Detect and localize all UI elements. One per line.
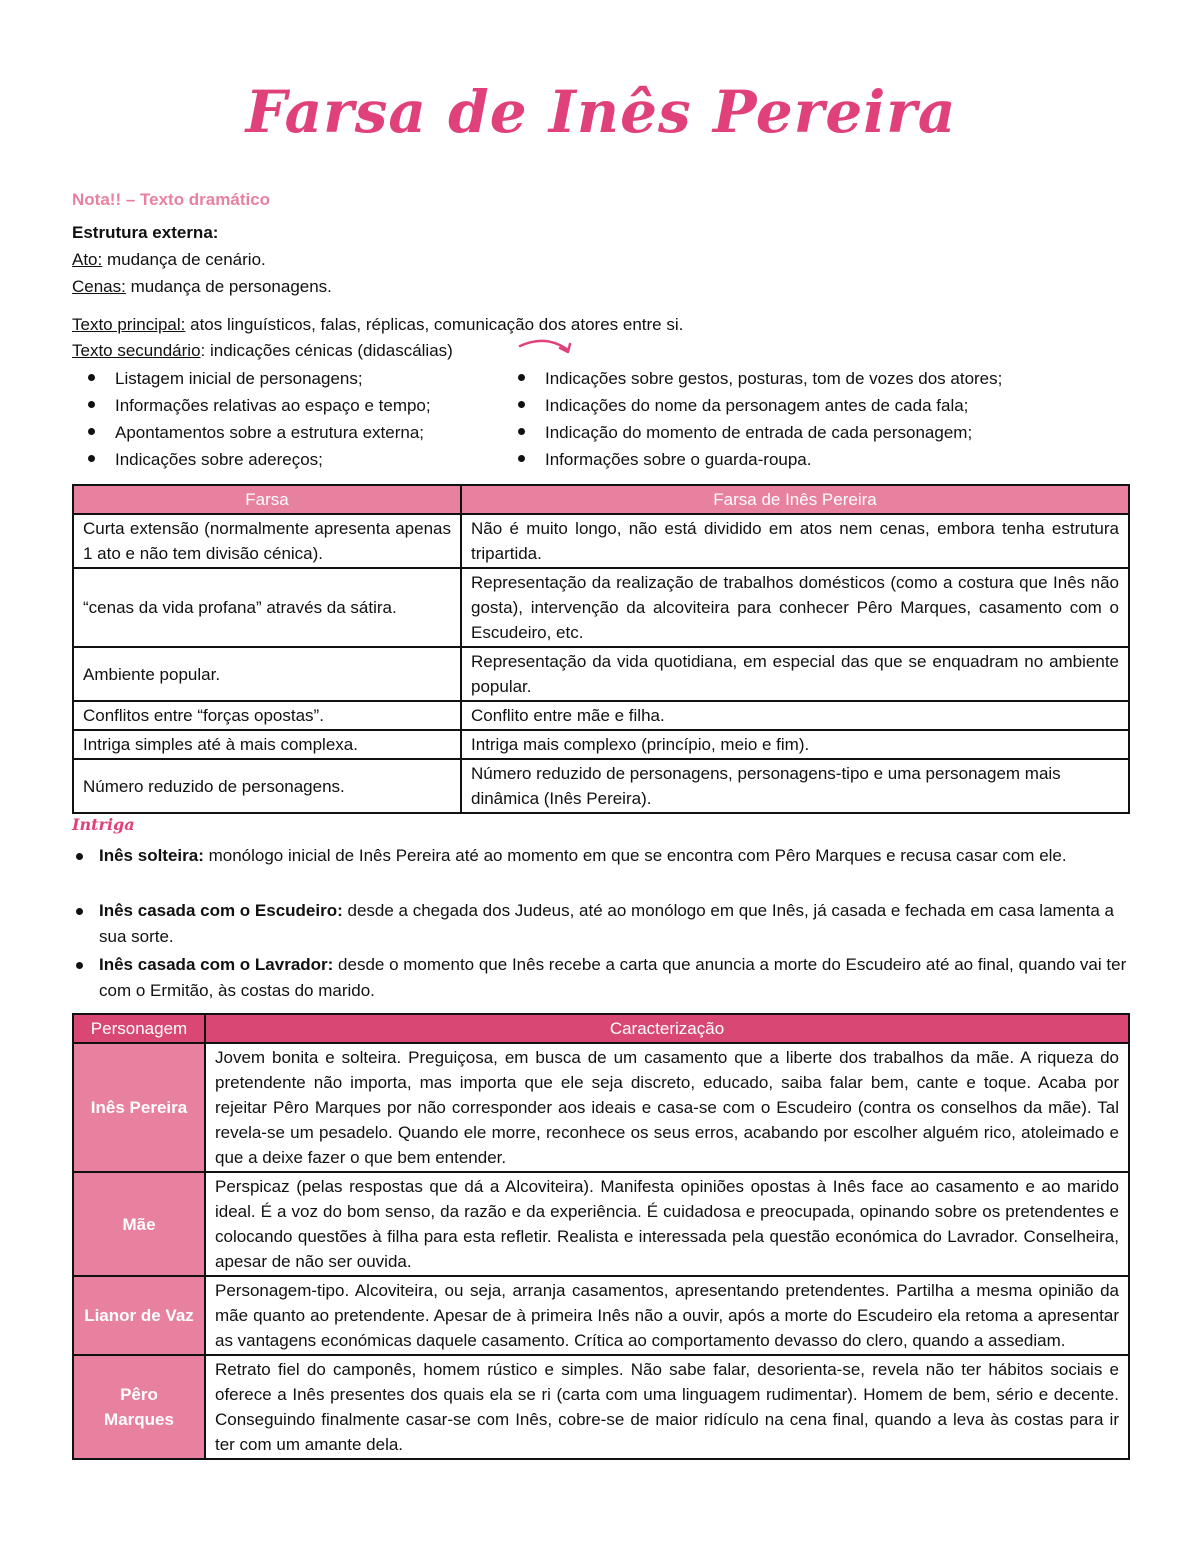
didascalia-left-2: Apontamentos sobre a estrutura externa;: [88, 419, 424, 446]
bullet-icon: [88, 455, 95, 462]
cenas-label: Cenas:: [72, 277, 126, 296]
column-header-farsa-ines: Farsa de Inês Pereira: [461, 485, 1129, 514]
didascalia-left-0: Listagem inicial de personagens;: [88, 365, 363, 392]
table-cell: Intriga mais complexo (princípio, meio e fim).: [461, 730, 1129, 759]
cenas-text: mudança de personagens.: [125, 277, 332, 296]
personagem-name: Mãe: [73, 1172, 205, 1276]
column-header-caracterizacao: Caracterização: [205, 1014, 1129, 1043]
table-row: [73, 514, 1129, 568]
table-row: [73, 568, 1129, 647]
table-header-row: [73, 485, 1129, 514]
bullet-icon: [88, 401, 95, 408]
texto-principal-line: [72, 314, 683, 336]
bullet-icon: [518, 428, 525, 435]
table-cell: Conflito entre mãe e filha.: [461, 701, 1129, 730]
bullet-icon: [76, 962, 83, 969]
column-header-farsa: Farsa: [73, 485, 461, 514]
texto-principal-text: atos linguísticos, falas, réplicas, comunicação dos atores entre si.: [185, 315, 684, 334]
table-row: [73, 730, 1129, 759]
didascalia-right-1: Indicações do nome da personagem antes de cada fala;: [518, 392, 968, 419]
intriga-item-0: Inês solteira: monólogo inicial de Inês Pereira até ao momento em que se encontra com Pêro Marques e recusa casar com ele.: [72, 843, 1130, 869]
nota-heading: Nota!! – Texto dramático: [72, 190, 271, 209]
bullet-icon: [76, 853, 83, 860]
didascalia-right-0: Indicações sobre gestos, posturas, tom de vozes dos atores;: [518, 365, 1002, 392]
table-cell: Intriga simples até à mais complexa.: [73, 730, 461, 759]
table-row: [73, 647, 1129, 701]
personagem-name: Pêro Marques: [73, 1355, 205, 1459]
table-row: [73, 1172, 1129, 1276]
table-cell: “cenas da vida profana” através da sátira.: [73, 568, 461, 647]
estrutura-externa-heading: Estrutura externa:: [72, 223, 219, 242]
bullet-icon: [518, 401, 525, 408]
bullet-icon: [518, 374, 525, 381]
farsa-comparison-table: [72, 484, 1130, 814]
ato-text: mudança de cenário.: [102, 250, 266, 269]
texto-principal-label: Texto principal:: [72, 315, 186, 334]
personagem-desc: Jovem bonita e solteira. Preguiçosa, em busca de um casamento que a liberte dos trabalhos da mãe. A riqueza do pretendente não importa, mas importa que ele seja discreto, educado, saiba falar bem, cante e toque. Acaba por rejeitar Pêro Marques por não corresponder aos ideais e casa-se com o Escudeiro (contra os conselhos da mãe). Tal revela-se um pesadelo. Quando ele morre, reconhece os seus erros, acabando por escolher alguém rico, atoleimado e que a deixe fazer o que bem entender.: [205, 1043, 1129, 1172]
ato-label: Ato:: [72, 250, 103, 269]
personagem-desc: Retrato fiel do camponês, homem rústico e simples. Não sabe falar, desorienta-se, revela não ter hábitos sociais e oferece a Inês presentes dos quais ela se ri (carta com uma linguagem rudimentar). Homem de bem, sério e decente. Conseguindo finalmente casar-se com Inês, cobre-se de maior ridículo na cena final, quando a leva às costas para ir ter com um amante dela.: [205, 1355, 1129, 1459]
table-row: [73, 1355, 1129, 1459]
table-header-row: [73, 1014, 1129, 1043]
column-header-personagem: Personagem: [73, 1014, 205, 1043]
bullet-icon: [88, 374, 95, 381]
personagem-desc: Perspicaz (pelas respostas que dá a Alcoviteira). Manifesta opiniões opostas à Inês face ao casamento e ao marido ideal. É a voz do bom senso, da razão e da experiência. É cuidadosa e preocupada, opinando sobre os pretendentes e colocando questões à filha para esta refletir. Realista e interessada pela questão económica do Lavrador. Conselheira, apesar de não ser ouvida.: [205, 1172, 1129, 1276]
table-cell: Número reduzido de personagens, personagens-tipo e uma personagem mais dinâmica (Inês Pereira).: [461, 759, 1129, 813]
table-cell: Não é muito longo, não está dividido em atos nem cenas, embora tenha estrutura tripartida.: [461, 514, 1129, 568]
personagem-name: Inês Pereira: [73, 1043, 205, 1172]
table-row: [73, 1276, 1129, 1355]
table-cell: Curta extensão (normalmente apresenta apenas 1 ato e não tem divisão cénica).: [73, 514, 461, 568]
personagem-desc: Personagem-tipo. Alcoviteira, ou seja, arranja casamentos, apresentando pretendentes. Partilha a mesma opinião da mãe quanto ao pretendente. Apesar de à primeira Inês não a ouvir, após a morte do Escudeiro ela retoma a apresentar as vantagens económicas daquele casamento. Crítica ao comportamento devasso do clero, quando a assediam.: [205, 1276, 1129, 1355]
didascalia-right-3: Informações sobre o guarda-roupa.: [518, 446, 812, 473]
table-row: [73, 759, 1129, 813]
texto-secundario-label: Texto secundário: [72, 341, 201, 360]
cenas-line: [72, 276, 332, 298]
intriga-item-1: Inês casada com o Escudeiro: desde a chegada dos Judeus, até ao monólogo em que Inês, já casada e fechada em casa lamenta a sua sorte.: [72, 898, 1130, 950]
ato-line: [72, 249, 266, 271]
table-cell: Representação da realização de trabalhos domésticos (como a costura que Inês não gosta), intervenção da alcoviteira para conhecer Pêro Marques, casamento com o Escudeiro, etc.: [461, 568, 1129, 647]
intriga-heading: Intriga: [72, 815, 135, 834]
personagem-name: Lianor de Vaz: [73, 1276, 205, 1355]
table-cell: Conflitos entre “forças opostas”.: [73, 701, 461, 730]
didascalia-left-1: Informações relativas ao espaço e tempo;: [88, 392, 431, 419]
table-cell: Ambiente popular.: [73, 647, 461, 701]
didascalia-right-2: Indicação do momento de entrada de cada personagem;: [518, 419, 972, 446]
texto-secundario-text: : indicações cénicas (didascálias): [200, 341, 453, 360]
didascalia-left-3: Indicações sobre adereços;: [88, 446, 323, 473]
personagens-table: [72, 1013, 1130, 1460]
curved-arrow-icon: [518, 336, 578, 362]
bullet-icon: [76, 908, 83, 915]
intriga-item-2: Inês casada com o Lavrador: desde o momento que Inês recebe a carta que anuncia a morte do Escudeiro até ao final, quando vai ter com o Ermitão, às costas do marido.: [72, 952, 1130, 1004]
texto-secundario-line: [72, 340, 453, 362]
page-title: Farsa de Inês Pereira: [245, 78, 957, 146]
table-row: [73, 1043, 1129, 1172]
table-row: [73, 701, 1129, 730]
table-cell: Número reduzido de personagens.: [73, 759, 461, 813]
bullet-icon: [518, 455, 525, 462]
bullet-icon: [88, 428, 95, 435]
table-cell: Representação da vida quotidiana, em especial das que se enquadram no ambiente popular.: [461, 647, 1129, 701]
